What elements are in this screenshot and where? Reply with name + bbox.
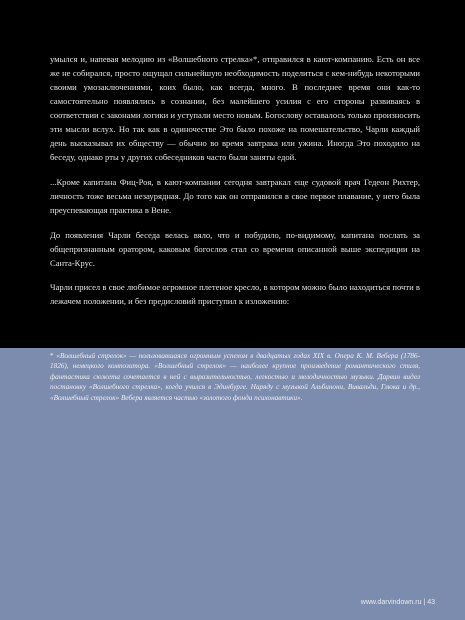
footnote-marker: * bbox=[50, 352, 54, 360]
paragraph-2: ...Кроме капитана Фиц-Роя, в кают-компании сегодня завтракал еще судовой врач Гедеон Рихтер, личность тоже весьма незаурядная. До того как он отправился в свое первое плавание, у него была преуспевающая практика в Вене. bbox=[50, 176, 420, 215]
paragraph-4: Чарли присел в свое любимое огромное плетеное кресло, в котором можно было находиться почти в лежачем положении, и без предисловий приступил к изложению: bbox=[50, 282, 420, 307]
paragraph-1: умылся и, напевая мелодию из «Волшебного стрелка»*, отправился в кают-компанию. Есть он все же не собирался, просто ощущал сильнейшую необходимость поделиться с кем-нибудь некоторыми своими умозаключениями, коих было, как всегда, много. В последнее время они как-то самостоятельно появлялись в сознании, без малейшего усилия с его стороны развиваясь в соответствии с законами логики и уступали место новым. Богослову оставалось только произносить эти мысли вслух. Но так как в одиночестве Это было похоже на помешательство, Чарли каждый день высказывал их обществу — обычно во время завтрака или ужина. Иногда Это походило на беседу, однако рты у других собеседников часто были заняты едой. bbox=[50, 54, 420, 163]
footer-separator: | bbox=[423, 599, 426, 606]
page-number: 43 bbox=[427, 599, 435, 606]
body-text bbox=[50, 52, 420, 319]
website-link[interactable]: www.darvindown.ru bbox=[360, 599, 422, 606]
footnote bbox=[50, 351, 420, 403]
page-footer bbox=[361, 599, 435, 606]
footnote-text: «Волшебный стрелок» — пользовавшаяся огромным успехом в двадцатых годах XIX в. Опера К. М. Вебера (1786-1826), немецкого композитора. «Волшебный стрелок» — наиболее крупное произведение романтического стиля, фантастика сюжета сочетается в ней с выразительностью, легкостью и мелодичностью музыки. Дарвин видел постановку «Волшебного стрелка», когда учился в Эдинбурге. Наряду с музыкой Альбинони, Вивальди, Глюка и др., «Волшебный стрелок» Вебера является частью «золотого фонда психонавтики». bbox=[50, 352, 420, 402]
paragraph-3: До появления Чарли беседа велась вяло, что и побудило, по-видимому, капитана послать за общепризнанным оратором, каковым богослов стал со времени описанной выше экспедиции на Санта-Крус. bbox=[50, 229, 420, 268]
